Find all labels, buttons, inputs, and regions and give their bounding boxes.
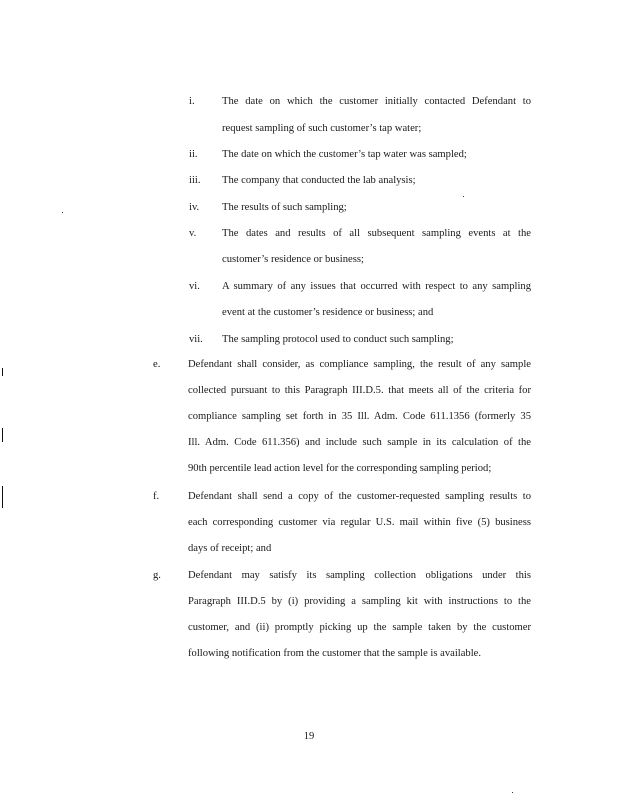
- list-item-text: The date on which the customer initially contacted Defendant to: [222, 96, 531, 107]
- list-marker: e.: [153, 359, 161, 370]
- list-marker: iv.: [189, 202, 200, 213]
- list-marker: g.: [153, 570, 161, 581]
- list-marker: ii.: [189, 149, 198, 160]
- list-item-text: 90th percentile lead action level for the corresponding sampling period;: [188, 463, 492, 474]
- scan-speck: [463, 196, 464, 197]
- scan-edge-mark: [2, 368, 3, 376]
- scan-edge-mark: [2, 486, 3, 508]
- list-item-text: The company that conducted the lab analysis;: [222, 175, 416, 186]
- list-item-text: Paragraph III.D.5 by (i) providing a sampling kit with instructions to the: [188, 596, 531, 607]
- list-item-text: collected pursuant to this Paragraph III.D.5. that meets all of the criteria for: [188, 385, 531, 396]
- list-item-text: following notification from the customer that the sample is available.: [188, 648, 482, 659]
- list-item-text: A summary of any issues that occurred with respect to any sampling: [222, 281, 531, 292]
- list-item-text: request sampling of such customer’s tap water;: [222, 123, 422, 134]
- list-marker: f.: [153, 491, 160, 502]
- list-item-text: each corresponding customer via regular U.S. mail within five (5) business: [188, 517, 531, 528]
- list-item-text: days of receipt; and: [188, 543, 272, 554]
- list-marker: vii.: [189, 334, 203, 345]
- list-item-text: Defendant shall consider, as compliance sampling, the result of any sample: [188, 359, 531, 370]
- list-marker: i.: [189, 96, 195, 107]
- list-item-text: Ill. Adm. Code 611.356) and include such sample in its calculation of the: [188, 437, 531, 448]
- list-marker: v.: [189, 228, 197, 239]
- list-item-text: The results of such sampling;: [222, 202, 347, 213]
- list-item-text: The date on which the customer’s tap water was sampled;: [222, 149, 467, 160]
- page-number: 19: [303, 731, 315, 742]
- scan-edge-mark: [2, 428, 3, 442]
- scan-speck: [512, 792, 513, 793]
- scan-speck: [62, 212, 63, 213]
- list-item-text: Defendant may satisfy its sampling collection obligations under this: [188, 570, 531, 581]
- list-item-text: The sampling protocol used to conduct such sampling;: [222, 334, 454, 345]
- list-marker: iii.: [189, 175, 201, 186]
- list-item-text: compliance sampling set forth in 35 Ill. Adm. Code 611.1356 (formerly 35: [188, 411, 531, 422]
- list-item-text: The dates and results of all subsequent sampling events at the: [222, 228, 531, 239]
- list-item-text: customer’s residence or business;: [222, 254, 364, 265]
- list-item-text: Defendant shall send a copy of the customer-requested sampling results to: [188, 491, 531, 502]
- list-item-text: customer, and (ii) promptly picking up the sample taken by the customer: [188, 622, 531, 633]
- list-item-text: event at the customer’s residence or business; and: [222, 307, 434, 318]
- list-marker: vi.: [189, 281, 200, 292]
